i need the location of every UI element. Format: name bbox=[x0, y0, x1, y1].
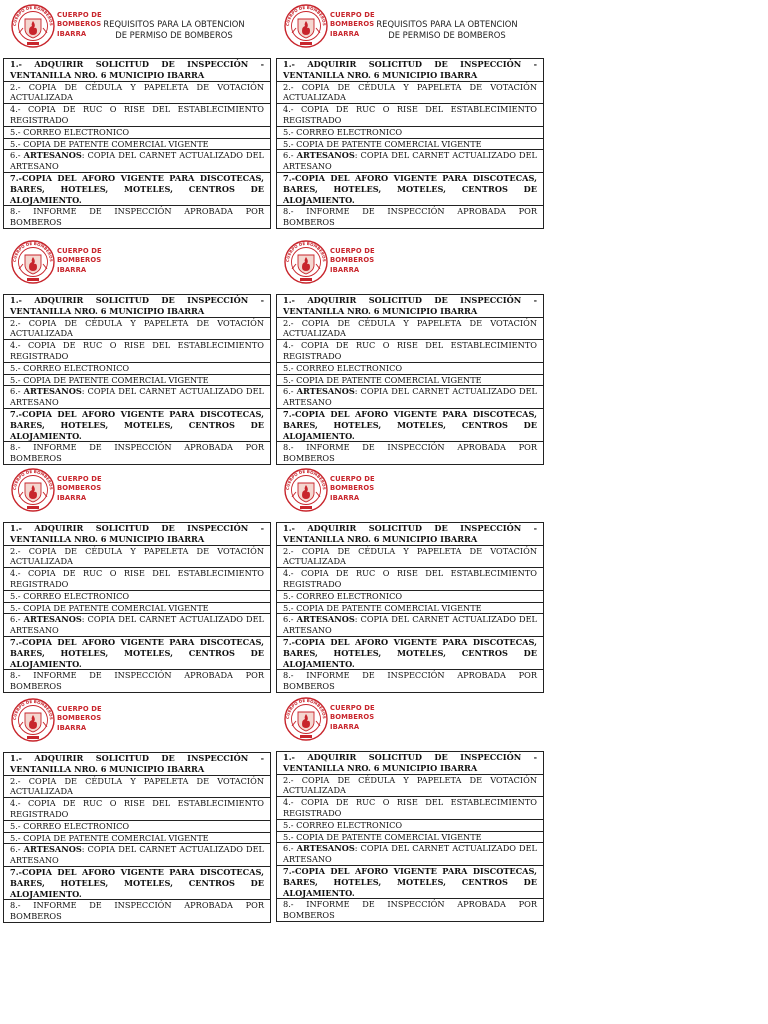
requirement-1: 1.- ADQUIRIR SOLICITUD DE INSPECCIÓN - VENTANILLA NRO. 6 MUNICIPIO IBARRA bbox=[277, 295, 544, 318]
fire-department-logo bbox=[11, 696, 115, 742]
brand-name bbox=[57, 475, 117, 503]
table-row bbox=[4, 206, 271, 229]
table-row bbox=[277, 408, 544, 441]
table-row bbox=[277, 545, 544, 568]
requirement-6-keyword: ARTESANOS bbox=[23, 150, 82, 161]
card-header bbox=[276, 466, 542, 518]
table-row bbox=[277, 126, 544, 138]
table-row bbox=[4, 568, 271, 591]
table-row bbox=[277, 819, 544, 831]
requirement-5-email: 5.- CORREO ELECTRONICO bbox=[4, 126, 271, 138]
requirement-6-text: : COPIA DEL CARNET ACTUALIZADO DEL ARTESANO bbox=[283, 614, 537, 636]
requirement-6-number: 6.- bbox=[283, 150, 297, 161]
table-row bbox=[277, 172, 544, 205]
fire-department-seal-icon bbox=[11, 468, 55, 512]
brand-line-3: IBARRA bbox=[330, 29, 360, 38]
title-line-1: REQUISITOS PARA LA OBTENCION bbox=[376, 19, 518, 29]
brand-line-2: BOMBEROS bbox=[57, 714, 102, 723]
requirement-6-keyword: ARTESANOS bbox=[23, 844, 82, 855]
brand-line-2: BOMBEROS bbox=[57, 484, 102, 493]
table-row bbox=[4, 753, 271, 776]
requirement-2: 2.- COPIA DE CÉDULA Y PAPELETA DE VOTACIÓN ACTUALIZADA bbox=[277, 774, 544, 797]
brand-line-1: CUERPO DE bbox=[57, 705, 102, 713]
requirement-7: 7.-COPIA DEL AFORO VIGENTE PARA DISCOTECAS, BARES, HOTELES, MOTELES, CENTROS DE ALOJAMIENTO. bbox=[4, 636, 271, 669]
requirement-6-number: 6.- bbox=[283, 614, 297, 625]
requirement-5-email: 5.- CORREO ELECTRONICO bbox=[277, 362, 544, 374]
requirement-5-email: 5.- CORREO ELECTRONICO bbox=[277, 819, 544, 831]
card-header bbox=[3, 238, 269, 290]
requirement-4: 4.- COPIA DE RUC O RISE DEL ESTABLECIMIENTO REGISTRADO bbox=[4, 340, 271, 363]
requirements-table bbox=[276, 522, 544, 693]
table-row bbox=[277, 568, 544, 591]
requirement-7: 7.-COPIA DEL AFORO VIGENTE PARA DISCOTECAS, BARES, HOTELES, MOTELES, CENTROS DE ALOJAMIENTO. bbox=[4, 172, 271, 205]
requirement-7: 7.-COPIA DEL AFORO VIGENTE PARA DISCOTECAS, BARES, HOTELES, MOTELES, CENTROS DE ALOJAMIENTO. bbox=[277, 865, 544, 898]
requirement-7: 7.-COPIA DEL AFORO VIGENTE PARA DISCOTECAS, BARES, HOTELES, MOTELES, CENTROS DE ALOJAMIENTO. bbox=[4, 408, 271, 441]
fire-department-logo bbox=[11, 466, 115, 512]
table-row bbox=[4, 844, 271, 867]
card-header bbox=[276, 2, 542, 54]
requirement-6-text: : COPIA DEL CARNET ACTUALIZADO DEL ARTESANO bbox=[283, 843, 537, 865]
table-row bbox=[4, 636, 271, 669]
requirement-5-patent: 5.- COPIA DE PATENTE COMERCIAL VIGENTE bbox=[277, 831, 544, 843]
requirement-5-patent: 5.- COPIA DE PATENTE COMERCIAL VIGENTE bbox=[277, 602, 544, 614]
brand-line-1: CUERPO DE bbox=[330, 475, 375, 483]
table-row bbox=[277, 670, 544, 693]
table-row bbox=[4, 408, 271, 441]
table-row bbox=[277, 362, 544, 374]
fire-department-seal-icon bbox=[284, 4, 328, 48]
table-row bbox=[277, 843, 544, 866]
requirement-4: 4.- COPIA DE RUC O RISE DEL ESTABLECIMIENTO REGISTRADO bbox=[277, 568, 544, 591]
requirements-table bbox=[276, 294, 544, 465]
table-row bbox=[4, 374, 271, 386]
brand-name bbox=[57, 247, 117, 275]
brand-name bbox=[57, 705, 117, 733]
document-title bbox=[99, 19, 249, 41]
requirement-6-keyword: ARTESANOS bbox=[296, 150, 355, 161]
table-row bbox=[4, 442, 271, 465]
brand-line-1: CUERPO DE bbox=[330, 247, 375, 255]
table-row bbox=[277, 59, 544, 82]
requirement-5-patent: 5.- COPIA DE PATENTE COMERCIAL VIGENTE bbox=[277, 138, 544, 150]
requirement-6 bbox=[4, 386, 271, 409]
table-row bbox=[277, 317, 544, 340]
table-row bbox=[277, 374, 544, 386]
brand-line-2: BOMBEROS bbox=[330, 484, 375, 493]
title-line-2: DE PERMISO DE BOMBEROS bbox=[388, 30, 506, 40]
table-row bbox=[277, 636, 544, 669]
table-row bbox=[277, 340, 544, 363]
table-row bbox=[4, 104, 271, 127]
brand-line-3: IBARRA bbox=[330, 722, 360, 731]
brand-line-2: BOMBEROS bbox=[57, 20, 102, 29]
requirement-8: 8.- INFORME DE INSPECCIÓN APROBADA POR BOMBEROS bbox=[4, 900, 271, 923]
table-row bbox=[4, 340, 271, 363]
requirement-2: 2.- COPIA DE CÉDULA Y PAPELETA DE VOTACIÓN ACTUALIZADA bbox=[4, 775, 271, 798]
requirement-6-keyword: ARTESANOS bbox=[296, 386, 355, 397]
requirements-table bbox=[3, 752, 271, 923]
requirement-6-text: : COPIA DEL CARNET ACTUALIZADO DEL ARTESANO bbox=[10, 614, 264, 636]
requirement-6-number: 6.- bbox=[283, 386, 297, 397]
requirement-5-patent: 5.- COPIA DE PATENTE COMERCIAL VIGENTE bbox=[4, 602, 271, 614]
requirement-2: 2.- COPIA DE CÉDULA Y PAPELETA DE VOTACIÓN ACTUALIZADA bbox=[4, 317, 271, 340]
requirement-1: 1.- ADQUIRIR SOLICITUD DE INSPECCIÓN - VENTANILLA NRO. 6 MUNICIPIO IBARRA bbox=[4, 753, 271, 776]
requirement-2: 2.- COPIA DE CÉDULA Y PAPELETA DE VOTACIÓN ACTUALIZADA bbox=[277, 317, 544, 340]
table-row bbox=[277, 797, 544, 820]
requirement-2: 2.- COPIA DE CÉDULA Y PAPELETA DE VOTACIÓN ACTUALIZADA bbox=[4, 545, 271, 568]
table-row bbox=[277, 523, 544, 546]
table-row bbox=[277, 81, 544, 104]
requirement-6-keyword: ARTESANOS bbox=[296, 614, 355, 625]
table-row bbox=[4, 545, 271, 568]
requirement-5-email: 5.- CORREO ELECTRONICO bbox=[277, 590, 544, 602]
requirement-8: 8.- INFORME DE INSPECCIÓN APROBADA POR BOMBEROS bbox=[4, 442, 271, 465]
requirement-6-number: 6.- bbox=[10, 386, 24, 397]
requirement-6-text: : COPIA DEL CARNET ACTUALIZADO DEL ARTESANO bbox=[10, 844, 264, 866]
brand-line-3: IBARRA bbox=[57, 29, 87, 38]
card-header bbox=[3, 466, 269, 518]
brand-line-2: BOMBEROS bbox=[330, 20, 375, 29]
requirements-table bbox=[3, 522, 271, 693]
requirement-8: 8.- INFORME DE INSPECCIÓN APROBADA POR BOMBEROS bbox=[277, 442, 544, 465]
requirement-1: 1.- ADQUIRIR SOLICITUD DE INSPECCIÓN - VENTANILLA NRO. 6 MUNICIPIO IBARRA bbox=[4, 523, 271, 546]
table-row bbox=[4, 866, 271, 899]
requirement-2: 2.- COPIA DE CÉDULA Y PAPELETA DE VOTACIÓN ACTUALIZADA bbox=[277, 81, 544, 104]
requirement-6-text: : COPIA DEL CARNET ACTUALIZADO DEL ARTESANO bbox=[283, 386, 537, 408]
brand-line-1: CUERPO DE bbox=[57, 475, 102, 483]
table-row bbox=[4, 775, 271, 798]
requirement-5-patent: 5.- COPIA DE PATENTE COMERCIAL VIGENTE bbox=[4, 138, 271, 150]
brand-line-3: IBARRA bbox=[57, 265, 87, 274]
requirement-5-email: 5.- CORREO ELECTRONICO bbox=[277, 126, 544, 138]
requirement-1: 1.- ADQUIRIR SOLICITUD DE INSPECCIÓN - VENTANILLA NRO. 6 MUNICIPIO IBARRA bbox=[4, 59, 271, 82]
brand-name bbox=[330, 704, 390, 732]
table-row bbox=[277, 752, 544, 775]
requirements-table bbox=[276, 751, 544, 922]
table-row bbox=[4, 900, 271, 923]
fire-department-logo bbox=[284, 695, 388, 741]
requirement-5-patent: 5.- COPIA DE PATENTE COMERCIAL VIGENTE bbox=[4, 374, 271, 386]
table-row bbox=[277, 442, 544, 465]
table-row bbox=[277, 774, 544, 797]
requirement-6 bbox=[4, 150, 271, 173]
table-row bbox=[4, 670, 271, 693]
brand-line-1: CUERPO DE bbox=[330, 704, 375, 712]
brand-line-3: IBARRA bbox=[330, 265, 360, 274]
brand-line-2: BOMBEROS bbox=[57, 256, 102, 265]
table-row bbox=[4, 138, 271, 150]
table-row bbox=[277, 386, 544, 409]
requirement-4: 4.- COPIA DE RUC O RISE DEL ESTABLECIMIENTO REGISTRADO bbox=[277, 340, 544, 363]
table-row bbox=[4, 317, 271, 340]
requirement-1: 1.- ADQUIRIR SOLICITUD DE INSPECCIÓN - VENTANILLA NRO. 6 MUNICIPIO IBARRA bbox=[277, 752, 544, 775]
card-header bbox=[276, 238, 542, 290]
table-row bbox=[4, 523, 271, 546]
requirement-1: 1.- ADQUIRIR SOLICITUD DE INSPECCIÓN - VENTANILLA NRO. 6 MUNICIPIO IBARRA bbox=[277, 523, 544, 546]
requirement-6-keyword: ARTESANOS bbox=[23, 614, 82, 625]
requirement-5-email: 5.- CORREO ELECTRONICO bbox=[4, 362, 271, 374]
requirements-table bbox=[276, 58, 544, 229]
table-row bbox=[4, 59, 271, 82]
requirement-7: 7.-COPIA DEL AFORO VIGENTE PARA DISCOTECAS, BARES, HOTELES, MOTELES, CENTROS DE ALOJAMIENTO. bbox=[4, 866, 271, 899]
table-row bbox=[4, 602, 271, 614]
requirement-6 bbox=[277, 150, 544, 173]
table-row bbox=[277, 899, 544, 922]
requirement-6-number: 6.- bbox=[283, 843, 297, 854]
table-row bbox=[4, 126, 271, 138]
requirement-6-number: 6.- bbox=[10, 844, 24, 855]
requirement-6-text: : COPIA DEL CARNET ACTUALIZADO DEL ARTESANO bbox=[10, 150, 264, 172]
brand-line-1: CUERPO DE bbox=[57, 11, 102, 19]
fire-department-seal-icon bbox=[11, 240, 55, 284]
requirement-5-email: 5.- CORREO ELECTRONICO bbox=[4, 820, 271, 832]
table-row bbox=[4, 150, 271, 173]
fire-department-logo bbox=[284, 466, 388, 512]
brand-line-3: IBARRA bbox=[330, 493, 360, 502]
requirement-8: 8.- INFORME DE INSPECCIÓN APROBADA POR BOMBEROS bbox=[277, 670, 544, 693]
brand-line-1: CUERPO DE bbox=[57, 247, 102, 255]
requirement-8: 8.- INFORME DE INSPECCIÓN APROBADA POR BOMBEROS bbox=[277, 206, 544, 229]
requirement-5-patent: 5.- COPIA DE PATENTE COMERCIAL VIGENTE bbox=[277, 374, 544, 386]
fire-department-seal-icon bbox=[284, 468, 328, 512]
table-row bbox=[277, 206, 544, 229]
requirement-6-keyword: ARTESANOS bbox=[296, 843, 355, 854]
card-header bbox=[3, 696, 269, 748]
requirements-table bbox=[3, 58, 271, 229]
table-row bbox=[4, 81, 271, 104]
table-row bbox=[277, 831, 544, 843]
table-row bbox=[277, 104, 544, 127]
requirement-8: 8.- INFORME DE INSPECCIÓN APROBADA POR BOMBEROS bbox=[4, 206, 271, 229]
table-row bbox=[277, 138, 544, 150]
requirement-6-number: 6.- bbox=[10, 614, 24, 625]
document-title bbox=[372, 19, 522, 41]
table-row bbox=[4, 172, 271, 205]
brand-line-3: IBARRA bbox=[57, 723, 87, 732]
requirement-6-text: : COPIA DEL CARNET ACTUALIZADO DEL ARTESANO bbox=[10, 386, 264, 408]
table-row bbox=[4, 798, 271, 821]
table-row bbox=[4, 362, 271, 374]
brand-name bbox=[330, 475, 390, 503]
table-row bbox=[277, 602, 544, 614]
table-row bbox=[277, 865, 544, 898]
requirement-4: 4.- COPIA DE RUC O RISE DEL ESTABLECIMIENTO REGISTRADO bbox=[277, 104, 544, 127]
requirement-1: 1.- ADQUIRIR SOLICITUD DE INSPECCIÓN - VENTANILLA NRO. 6 MUNICIPIO IBARRA bbox=[277, 59, 544, 82]
requirements-table bbox=[3, 294, 271, 465]
requirement-6-number: 6.- bbox=[10, 150, 24, 161]
table-row bbox=[277, 150, 544, 173]
title-line-1: REQUISITOS PARA LA OBTENCION bbox=[103, 19, 245, 29]
requirement-4: 4.- COPIA DE RUC O RISE DEL ESTABLECIMIENTO REGISTRADO bbox=[277, 797, 544, 820]
table-row bbox=[4, 590, 271, 602]
requirement-6-text: : COPIA DEL CARNET ACTUALIZADO DEL ARTESANO bbox=[283, 150, 537, 172]
requirement-6 bbox=[4, 844, 271, 867]
requirement-5-patent: 5.- COPIA DE PATENTE COMERCIAL VIGENTE bbox=[4, 832, 271, 844]
fire-department-seal-icon bbox=[284, 697, 328, 741]
requirement-2: 2.- COPIA DE CÉDULA Y PAPELETA DE VOTACIÓN ACTUALIZADA bbox=[4, 81, 271, 104]
requirement-7: 7.-COPIA DEL AFORO VIGENTE PARA DISCOTECAS, BARES, HOTELES, MOTELES, CENTROS DE ALOJAMIENTO. bbox=[277, 636, 544, 669]
requirement-6 bbox=[4, 614, 271, 637]
table-row bbox=[4, 820, 271, 832]
requirement-4: 4.- COPIA DE RUC O RISE DEL ESTABLECIMIENTO REGISTRADO bbox=[4, 798, 271, 821]
fire-department-seal-icon bbox=[11, 4, 55, 48]
table-row bbox=[277, 295, 544, 318]
requirement-8: 8.- INFORME DE INSPECCIÓN APROBADA POR BOMBEROS bbox=[277, 899, 544, 922]
requirement-7: 7.-COPIA DEL AFORO VIGENTE PARA DISCOTECAS, BARES, HOTELES, MOTELES, CENTROS DE ALOJAMIENTO. bbox=[277, 172, 544, 205]
requirement-4: 4.- COPIA DE RUC O RISE DEL ESTABLECIMIENTO REGISTRADO bbox=[4, 104, 271, 127]
title-line-2: DE PERMISO DE BOMBEROS bbox=[115, 30, 233, 40]
requirement-7: 7.-COPIA DEL AFORO VIGENTE PARA DISCOTECAS, BARES, HOTELES, MOTELES, CENTROS DE ALOJAMIENTO. bbox=[277, 408, 544, 441]
requirement-6-keyword: ARTESANOS bbox=[23, 386, 82, 397]
brand-name bbox=[330, 247, 390, 275]
requirement-6 bbox=[277, 614, 544, 637]
brand-line-2: BOMBEROS bbox=[330, 713, 375, 722]
requirement-6 bbox=[277, 843, 544, 866]
brand-line-2: BOMBEROS bbox=[330, 256, 375, 265]
requirement-6 bbox=[277, 386, 544, 409]
requirement-2: 2.- COPIA DE CÉDULA Y PAPELETA DE VOTACIÓN ACTUALIZADA bbox=[277, 545, 544, 568]
brand-line-1: CUERPO DE bbox=[330, 11, 375, 19]
requirement-1: 1.- ADQUIRIR SOLICITUD DE INSPECCIÓN - VENTANILLA NRO. 6 MUNICIPIO IBARRA bbox=[4, 295, 271, 318]
table-row bbox=[4, 386, 271, 409]
brand-line-3: IBARRA bbox=[57, 493, 87, 502]
fire-department-seal-icon bbox=[284, 240, 328, 284]
table-row bbox=[4, 832, 271, 844]
table-row bbox=[277, 590, 544, 602]
fire-department-logo bbox=[284, 238, 388, 284]
table-row bbox=[4, 295, 271, 318]
requirement-4: 4.- COPIA DE RUC O RISE DEL ESTABLECIMIENTO REGISTRADO bbox=[4, 568, 271, 591]
card-header bbox=[276, 695, 542, 747]
table-row bbox=[277, 614, 544, 637]
requirement-5-email: 5.- CORREO ELECTRONICO bbox=[4, 590, 271, 602]
fire-department-seal-icon bbox=[11, 698, 55, 742]
fire-department-logo bbox=[11, 238, 115, 284]
table-row bbox=[4, 614, 271, 637]
requirement-8: 8.- INFORME DE INSPECCIÓN APROBADA POR BOMBEROS bbox=[4, 670, 271, 693]
card-header bbox=[3, 2, 269, 54]
